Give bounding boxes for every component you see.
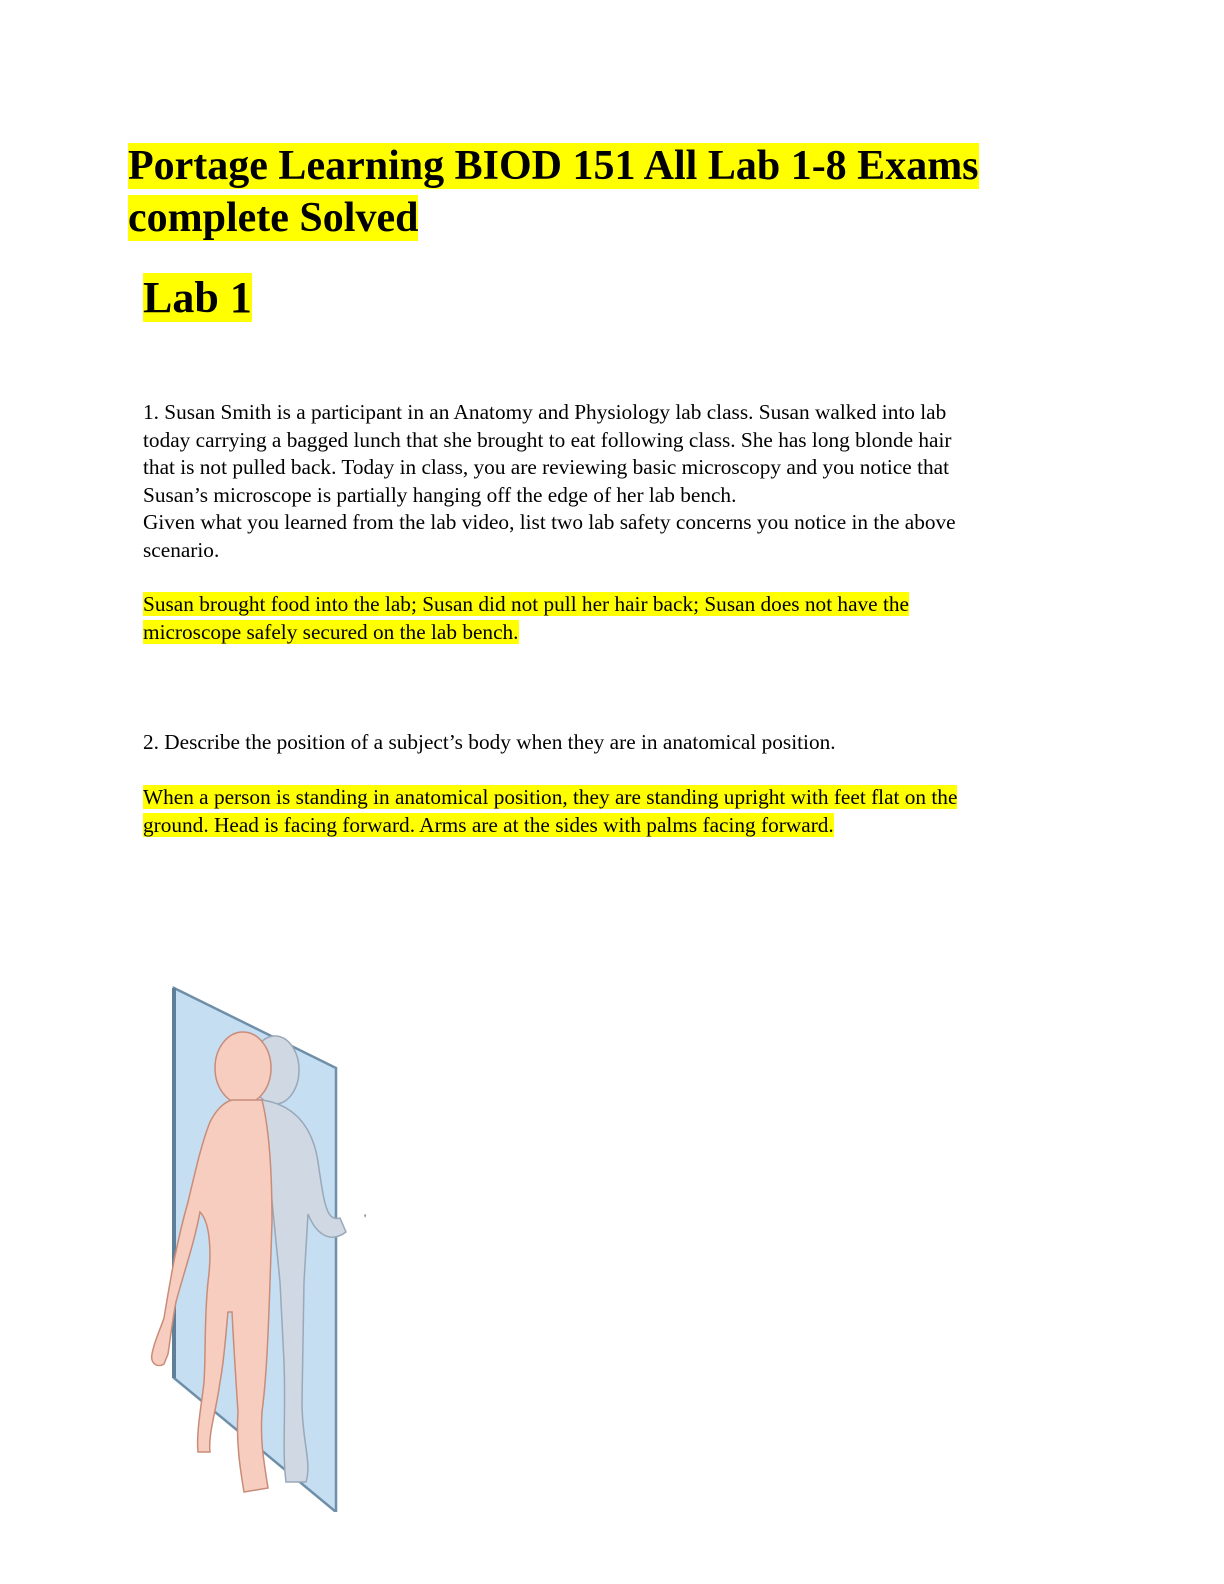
question-1 (143, 399, 1063, 564)
answer-1-line: microscope safely secured on the lab bench. (143, 619, 519, 644)
question-2 (143, 729, 1063, 757)
question-1-line: 1. Susan Smith is a participant in an Anatomy and Physiology lab class. Susan walked into lab (143, 400, 947, 424)
section-heading (143, 270, 252, 326)
question-1-line: Susan’s microscope is partially hanging off the edge of her lab bench. (143, 482, 737, 507)
section-heading-text: Lab 1 (143, 273, 252, 322)
title-line-1: Portage Learning BIOD 151 All Lab 1-8 Exams (128, 143, 979, 189)
question-1-line: today carrying a bagged lunch that she brought to eat following class. She has long blonde hair (143, 427, 952, 452)
answer-1-line: Susan brought food into the lab; Susan did not pull her hair back; Susan does not have the (143, 592, 909, 616)
figure-mark: ' (364, 1211, 367, 1225)
question-1-line: scenario. (143, 537, 220, 562)
answer-2 (143, 784, 1063, 839)
answer-2-line: ground. Head is facing forward. Arms are at the sides with palms facing forward. (143, 812, 834, 837)
question-2-line: 2. Describe the position of a subject’s body when they are in anatomical position. (143, 730, 836, 754)
question-1-line: that is not pulled back. Today in class, you are reviewing basic microscopy and you notice that (143, 455, 950, 479)
anatomical-position-figure (140, 982, 380, 1512)
answer-2-line: When a person is standing in anatomical position, they are standing upright with feet flat on the (143, 785, 958, 809)
title-line-2: complete Solved (128, 195, 419, 241)
answer-1 (143, 591, 1063, 646)
question-1-line: Given what you learned from the lab video, list two lab safety concerns you notice in the above (143, 510, 956, 534)
document-title (128, 140, 1048, 244)
